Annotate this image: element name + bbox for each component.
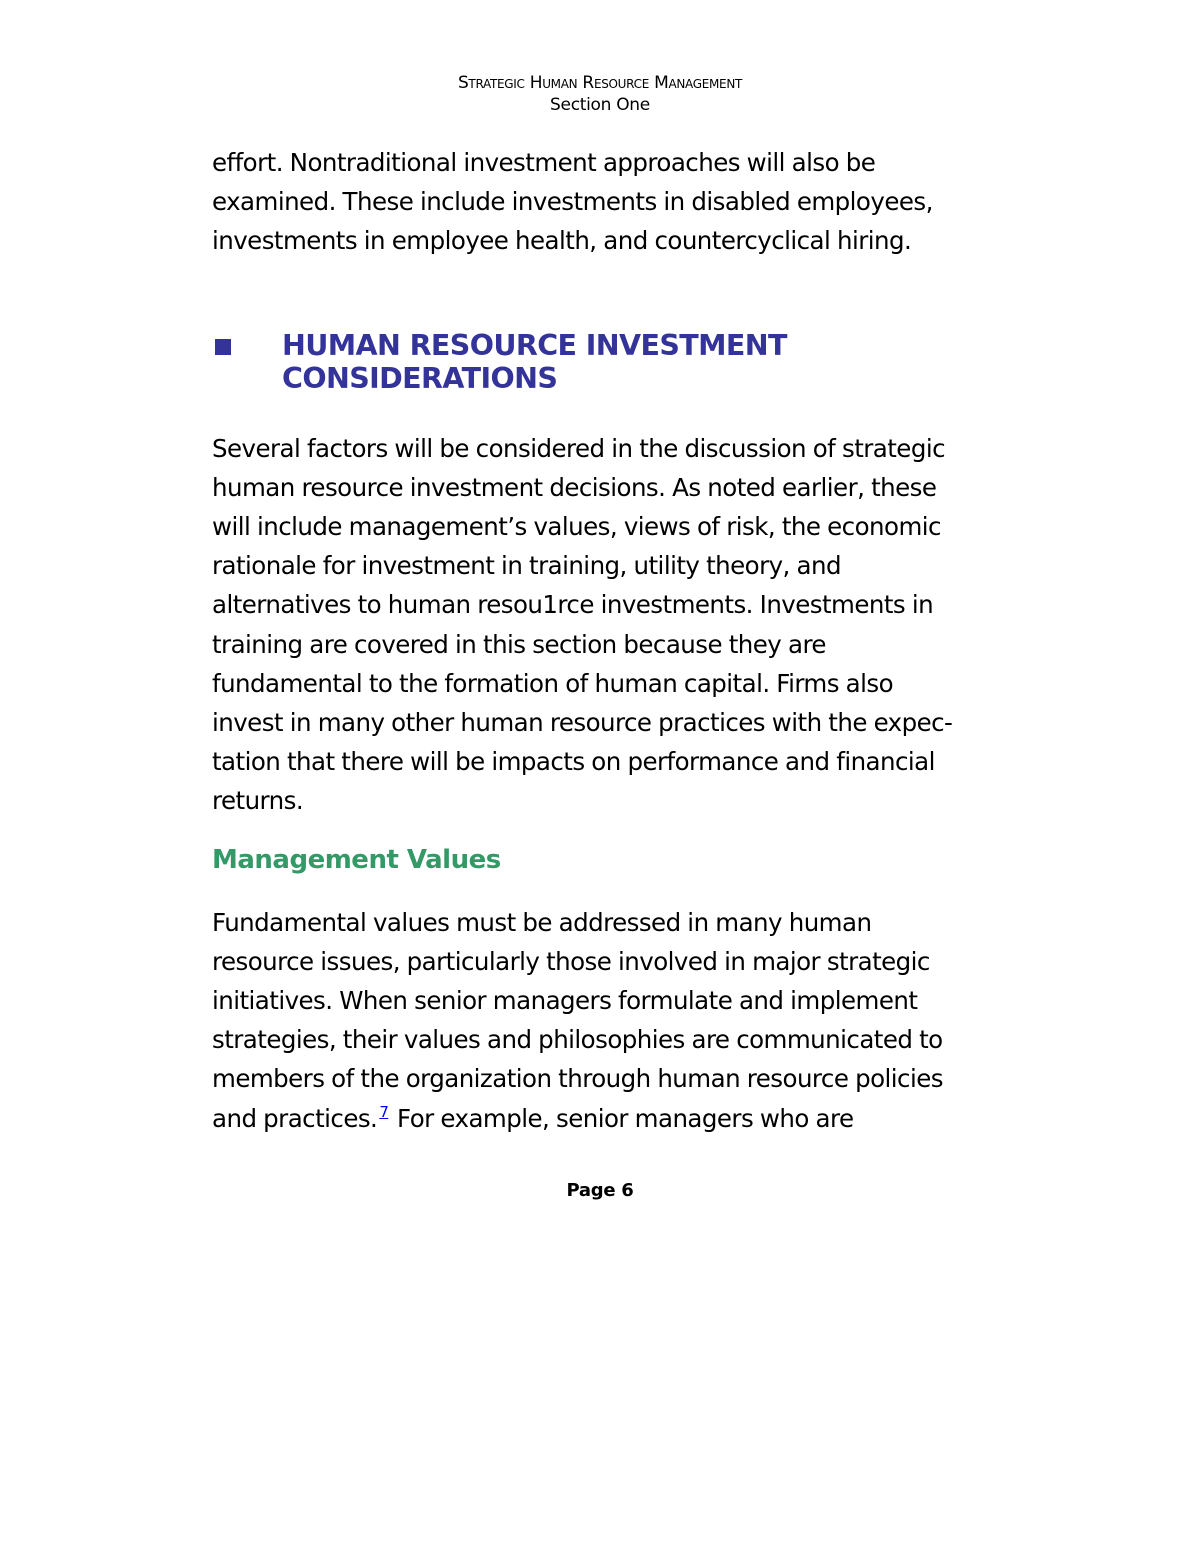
text-line: alternatives to human resou1rce investments. Investments in: [212, 590, 934, 620]
text-line-with-footnote: [212, 1099, 982, 1138]
text-line: training are covered in this section because they are: [212, 629, 826, 659]
square-bullet-icon: [215, 339, 231, 355]
heading-line: HUMAN RESOURCE INVESTMENT: [282, 328, 787, 362]
page-number: Page 6: [566, 1180, 634, 1201]
running-header: [0, 72, 1200, 116]
text-line: tation that there will be impacts on performance and financial: [212, 747, 935, 777]
text-line: examined. These include investments in disabled employees,: [212, 187, 933, 217]
subsection-heading: Management Values: [212, 844, 501, 875]
section-heading: [212, 329, 982, 397]
text-line: strategies, their values and philosophies are communicated to: [212, 1025, 943, 1055]
text-line: fundamental to the formation of human capital. Firms also: [212, 668, 894, 698]
text-segment: For example, senior managers who are: [390, 1103, 854, 1133]
paragraph-management-values: [212, 903, 982, 1138]
text-line: members of the organization through human resource policies: [212, 1064, 943, 1094]
text-line: rationale for investment in training, utility theory, and: [212, 551, 841, 581]
footnote-link[interactable]: 7: [379, 1102, 389, 1121]
text-line: Fundamental values must be addressed in many human: [212, 907, 872, 937]
heading-line: CONSIDERATIONS: [282, 361, 558, 395]
text-line: resource issues, particularly those involved in major strategic: [212, 946, 930, 976]
section-label: Section One: [550, 95, 650, 115]
page-content: [212, 143, 982, 1138]
document-title: Strategic Human Resource Management: [457, 73, 743, 93]
text-line: will include management’s values, views of risk, the economic: [212, 512, 941, 542]
text-line: initiatives. When senior managers formulate and implement: [212, 986, 918, 1016]
paragraph-intro-continuation: [212, 143, 982, 261]
text-line: effort. Nontraditional investment approaches will also be: [212, 148, 876, 177]
text-line: investments in employee health, and countercyclical hiring.: [212, 226, 912, 256]
text-line: returns.: [212, 786, 304, 816]
text-line: invest in many other human resource practices with the expec-: [212, 708, 953, 738]
section-heading-text: [282, 329, 787, 395]
paragraph-investment-considerations: [212, 429, 982, 821]
text-line: Several factors will be considered in the discussion of strategic: [212, 433, 945, 463]
text-segment: and practices.: [212, 1103, 378, 1133]
text-line: human resource investment decisions. As noted earlier, these: [212, 472, 937, 502]
